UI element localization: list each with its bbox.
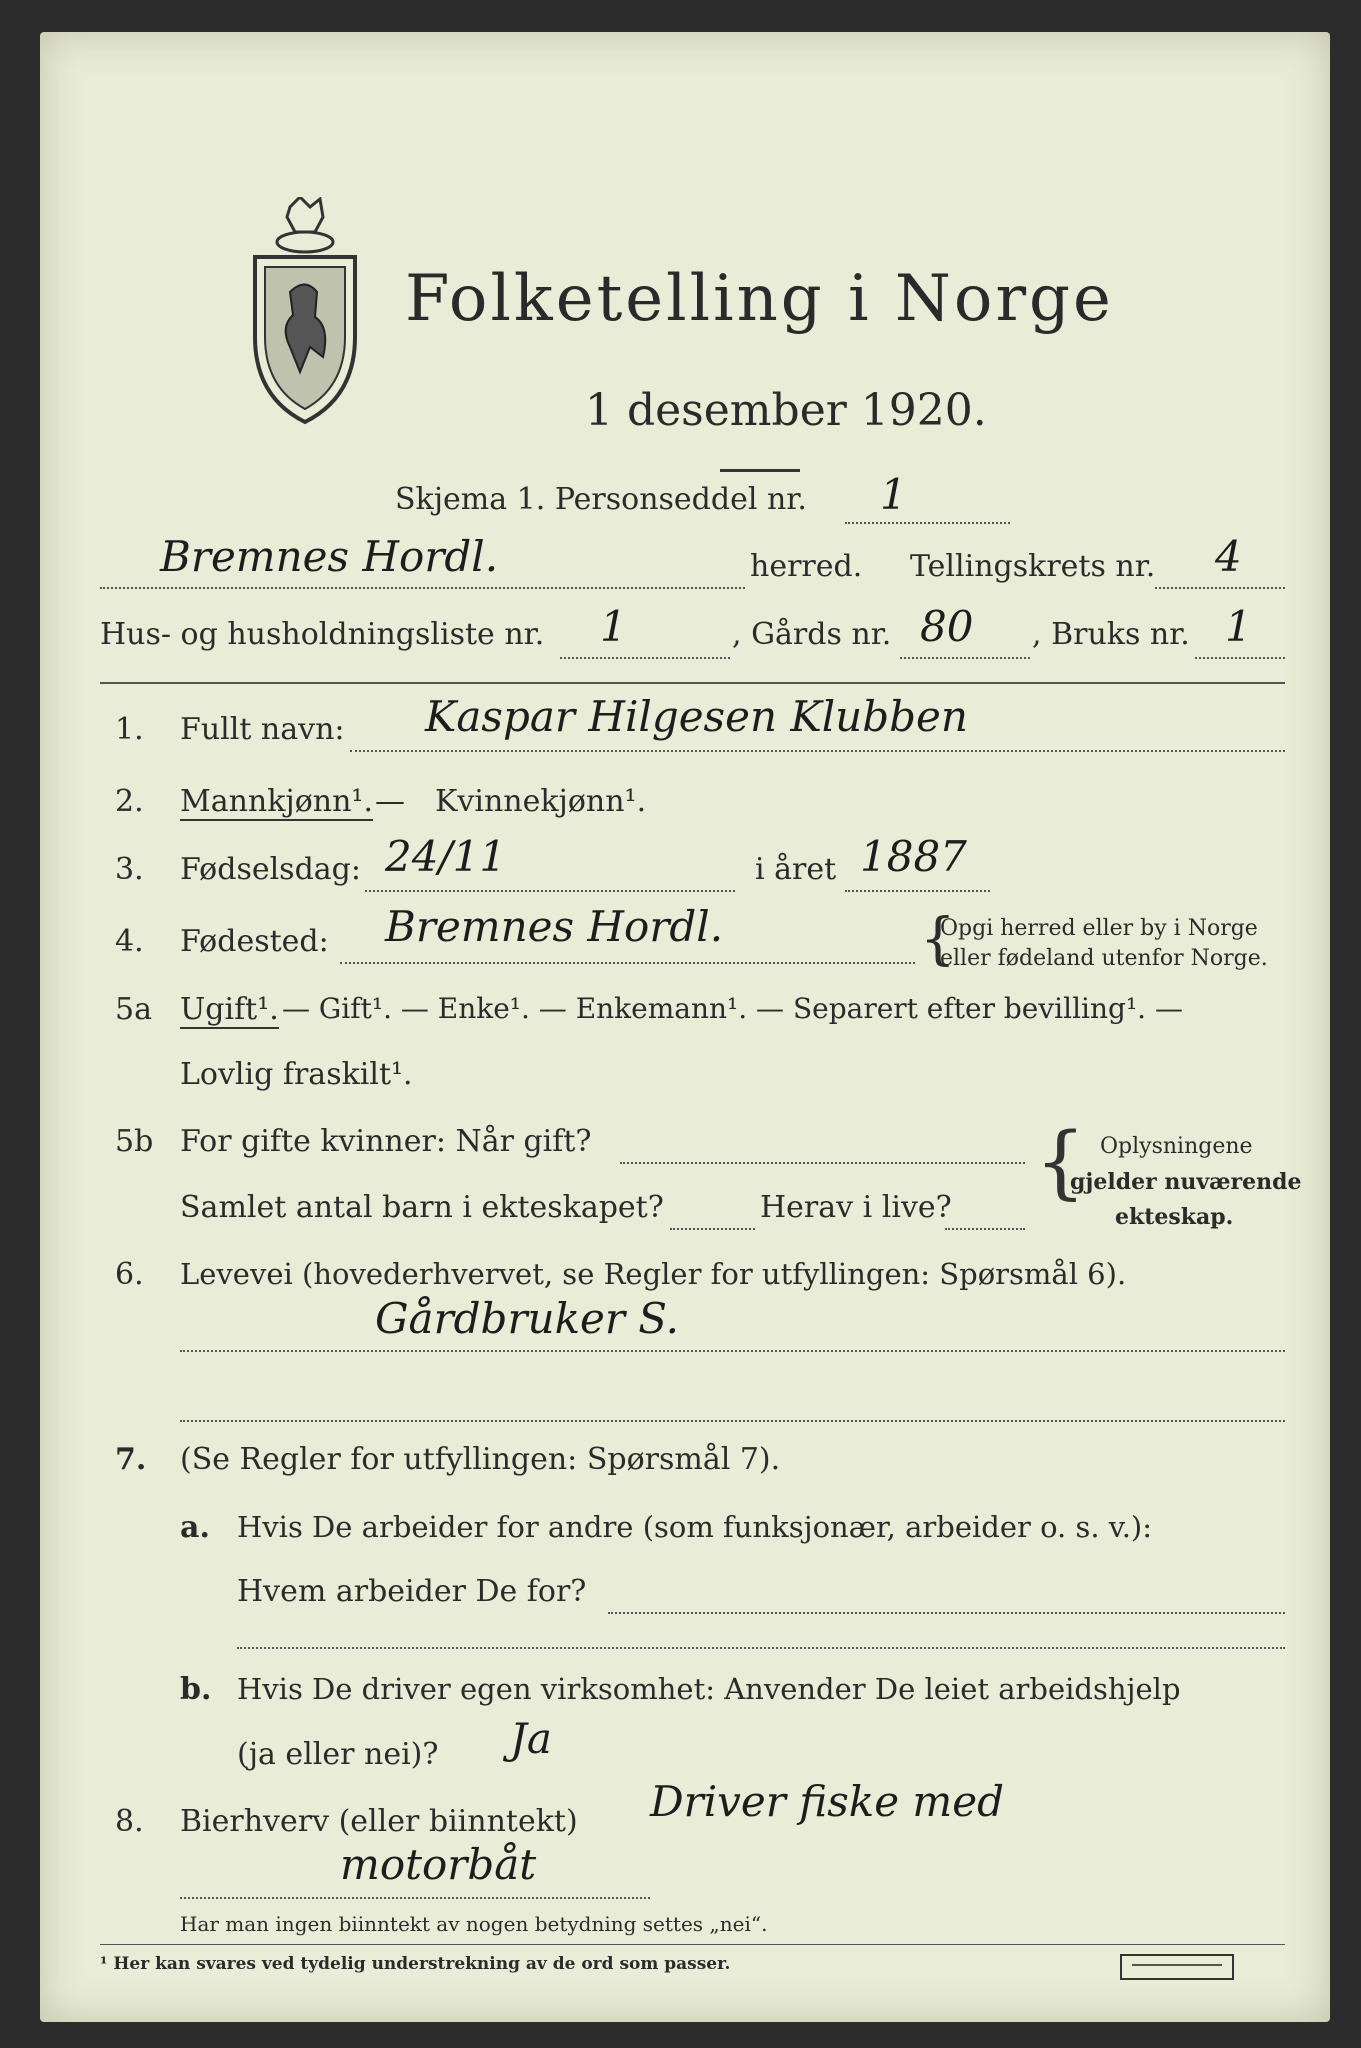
q5b-label-alive: Herav i live?: [760, 1190, 952, 1225]
q8-label: Bierhverv (eller biinntekt): [180, 1804, 578, 1839]
q7a-text: Hvis De arbeider for andre (som funksjonær, arbeider o. s. v.):: [237, 1510, 1153, 1544]
printer-stamp-icon: [1120, 1954, 1234, 1980]
form-date: 1 desember 1920.: [585, 385, 987, 436]
herred-line: [100, 587, 745, 589]
q7b-text: Hvis De driver egen virksomhet: Anvender De leiet arbeidshjelp: [237, 1672, 1181, 1706]
q7a-line-2: [237, 1647, 1285, 1649]
gards-label: , Gårds nr.: [732, 617, 892, 652]
q2-number: 2.: [115, 784, 144, 819]
q5b-note-2: gjelder nuværende: [1070, 1169, 1302, 1195]
q4-note-1: Opgi herred eller by i Norge: [940, 916, 1258, 941]
q8-number: 8.: [115, 1804, 144, 1839]
gender-separator: —: [375, 784, 405, 819]
q5b-brace: {: [1035, 1115, 1086, 1208]
q6-line-1: [180, 1350, 1285, 1352]
hus-value[interactable]: 1: [600, 602, 627, 651]
tellingskrets-value[interactable]: 4: [1215, 532, 1242, 581]
gards-value[interactable]: 80: [920, 602, 974, 651]
q5b-note-3: ekteskap.: [1115, 1204, 1234, 1230]
q7b-sub: (ja eller nei)?: [237, 1737, 439, 1772]
q1-line: [350, 750, 1285, 752]
bruks-line: [1195, 657, 1285, 659]
q3-label: Fødselsdag:: [180, 852, 361, 887]
gender-female-option[interactable]: Kvinnekjønn¹.: [435, 784, 647, 819]
title-divider: [720, 469, 800, 472]
q5b-label-married: For gifte kvinner: Når gift?: [180, 1124, 592, 1159]
status-fraskilt-option[interactable]: Lovlig fraskilt¹.: [180, 1057, 413, 1092]
personseddel-line: [845, 522, 1010, 524]
birth-year-value[interactable]: 1887: [860, 832, 967, 881]
q3-line: [365, 890, 735, 892]
status-ugift-option[interactable]: Ugift¹.: [180, 992, 279, 1027]
schema-label: Skjema 1. Personseddel nr.: [395, 482, 807, 517]
herred-value[interactable]: Bremnes Hordl.: [160, 532, 499, 581]
q1-label: Fullt navn:: [180, 712, 345, 747]
q7a-line-1: [608, 1612, 1285, 1614]
gards-line: [900, 657, 1030, 659]
coat-of-arms-icon: [245, 197, 365, 427]
q4-label: Fødested:: [180, 924, 329, 959]
q8-line: [180, 1897, 650, 1899]
footer-divider: [100, 1944, 1285, 1945]
q4-note-2: eller fødeland utenfor Norge.: [940, 946, 1268, 971]
year-line: [845, 890, 990, 892]
q6-line-2: [180, 1420, 1285, 1422]
census-form: [40, 32, 1330, 2022]
q4-brace: {: [920, 907, 956, 972]
gender-male-option[interactable]: Mannkjønn¹.: [180, 784, 373, 819]
q5b-label-children: Samlet antal barn i ekteskapet?: [180, 1190, 664, 1225]
q6-number: 6.: [115, 1257, 144, 1292]
status-other-options[interactable]: — Gift¹. — Enke¹. — Enkemann¹. — Separert efter bevilling¹. —: [282, 992, 1183, 1025]
q7a-sub: Hvem arbeider De for?: [237, 1574, 587, 1609]
q7a-letter: a.: [180, 1510, 210, 1545]
hus-label: Hus- og husholdningsliste nr.: [100, 617, 545, 652]
q5b-children-line: [670, 1228, 755, 1230]
q4-number: 4.: [115, 924, 144, 959]
q8-note: Har man ingen biinntekt av nogen betydning settes „nei“.: [180, 1912, 768, 1936]
q4-line: [340, 962, 915, 964]
q5b-note-1: Oplysningene: [1100, 1134, 1253, 1159]
section-divider: [100, 682, 1285, 684]
footnote: ¹ Her kan svares ved tydelig understrekning av de ord som passer.: [100, 1954, 731, 1974]
birthplace-value[interactable]: Bremnes Hordl.: [385, 902, 724, 951]
q3-number: 3.: [115, 852, 144, 887]
personseddel-nr-value[interactable]: 1: [880, 470, 907, 519]
q6-label: Levevei (hovederhvervet, se Regler for utfyllingen: Spørsmål 6).: [180, 1257, 1127, 1291]
employs-help-value[interactable]: Ja: [510, 1714, 552, 1763]
full-name-value[interactable]: Kaspar Hilgesen Klubben: [425, 692, 968, 741]
bruks-label: , Bruks nr.: [1032, 617, 1190, 652]
herred-label: herred.: [750, 549, 863, 584]
bruks-value[interactable]: 1: [1225, 602, 1252, 651]
q5a-number: 5a: [115, 992, 152, 1027]
q1-number: 1.: [115, 712, 144, 747]
q7b-letter: b.: [180, 1672, 212, 1707]
tellingskrets-line: [1155, 587, 1285, 589]
occupation-value[interactable]: Gårdbruker S.: [375, 1294, 679, 1343]
q5b-married-line: [620, 1162, 1025, 1164]
q5b-alive-line: [945, 1228, 1025, 1230]
side-income-value-2[interactable]: motorbåt: [340, 1840, 537, 1889]
q7-label: (Se Regler for utfyllingen: Spørsmål 7).: [180, 1442, 781, 1477]
birthdate-value[interactable]: 24/11: [385, 832, 507, 881]
hus-line: [560, 657, 730, 659]
form-title: Folketelling i Norge: [405, 262, 1114, 336]
year-label: i året: [755, 852, 837, 887]
tellingskrets-label: Tellingskrets nr.: [910, 549, 1156, 584]
q5b-number: 5b: [115, 1124, 154, 1159]
side-income-value-1[interactable]: Driver fiske med: [650, 1777, 1004, 1826]
q7-number: 7.: [115, 1442, 147, 1477]
